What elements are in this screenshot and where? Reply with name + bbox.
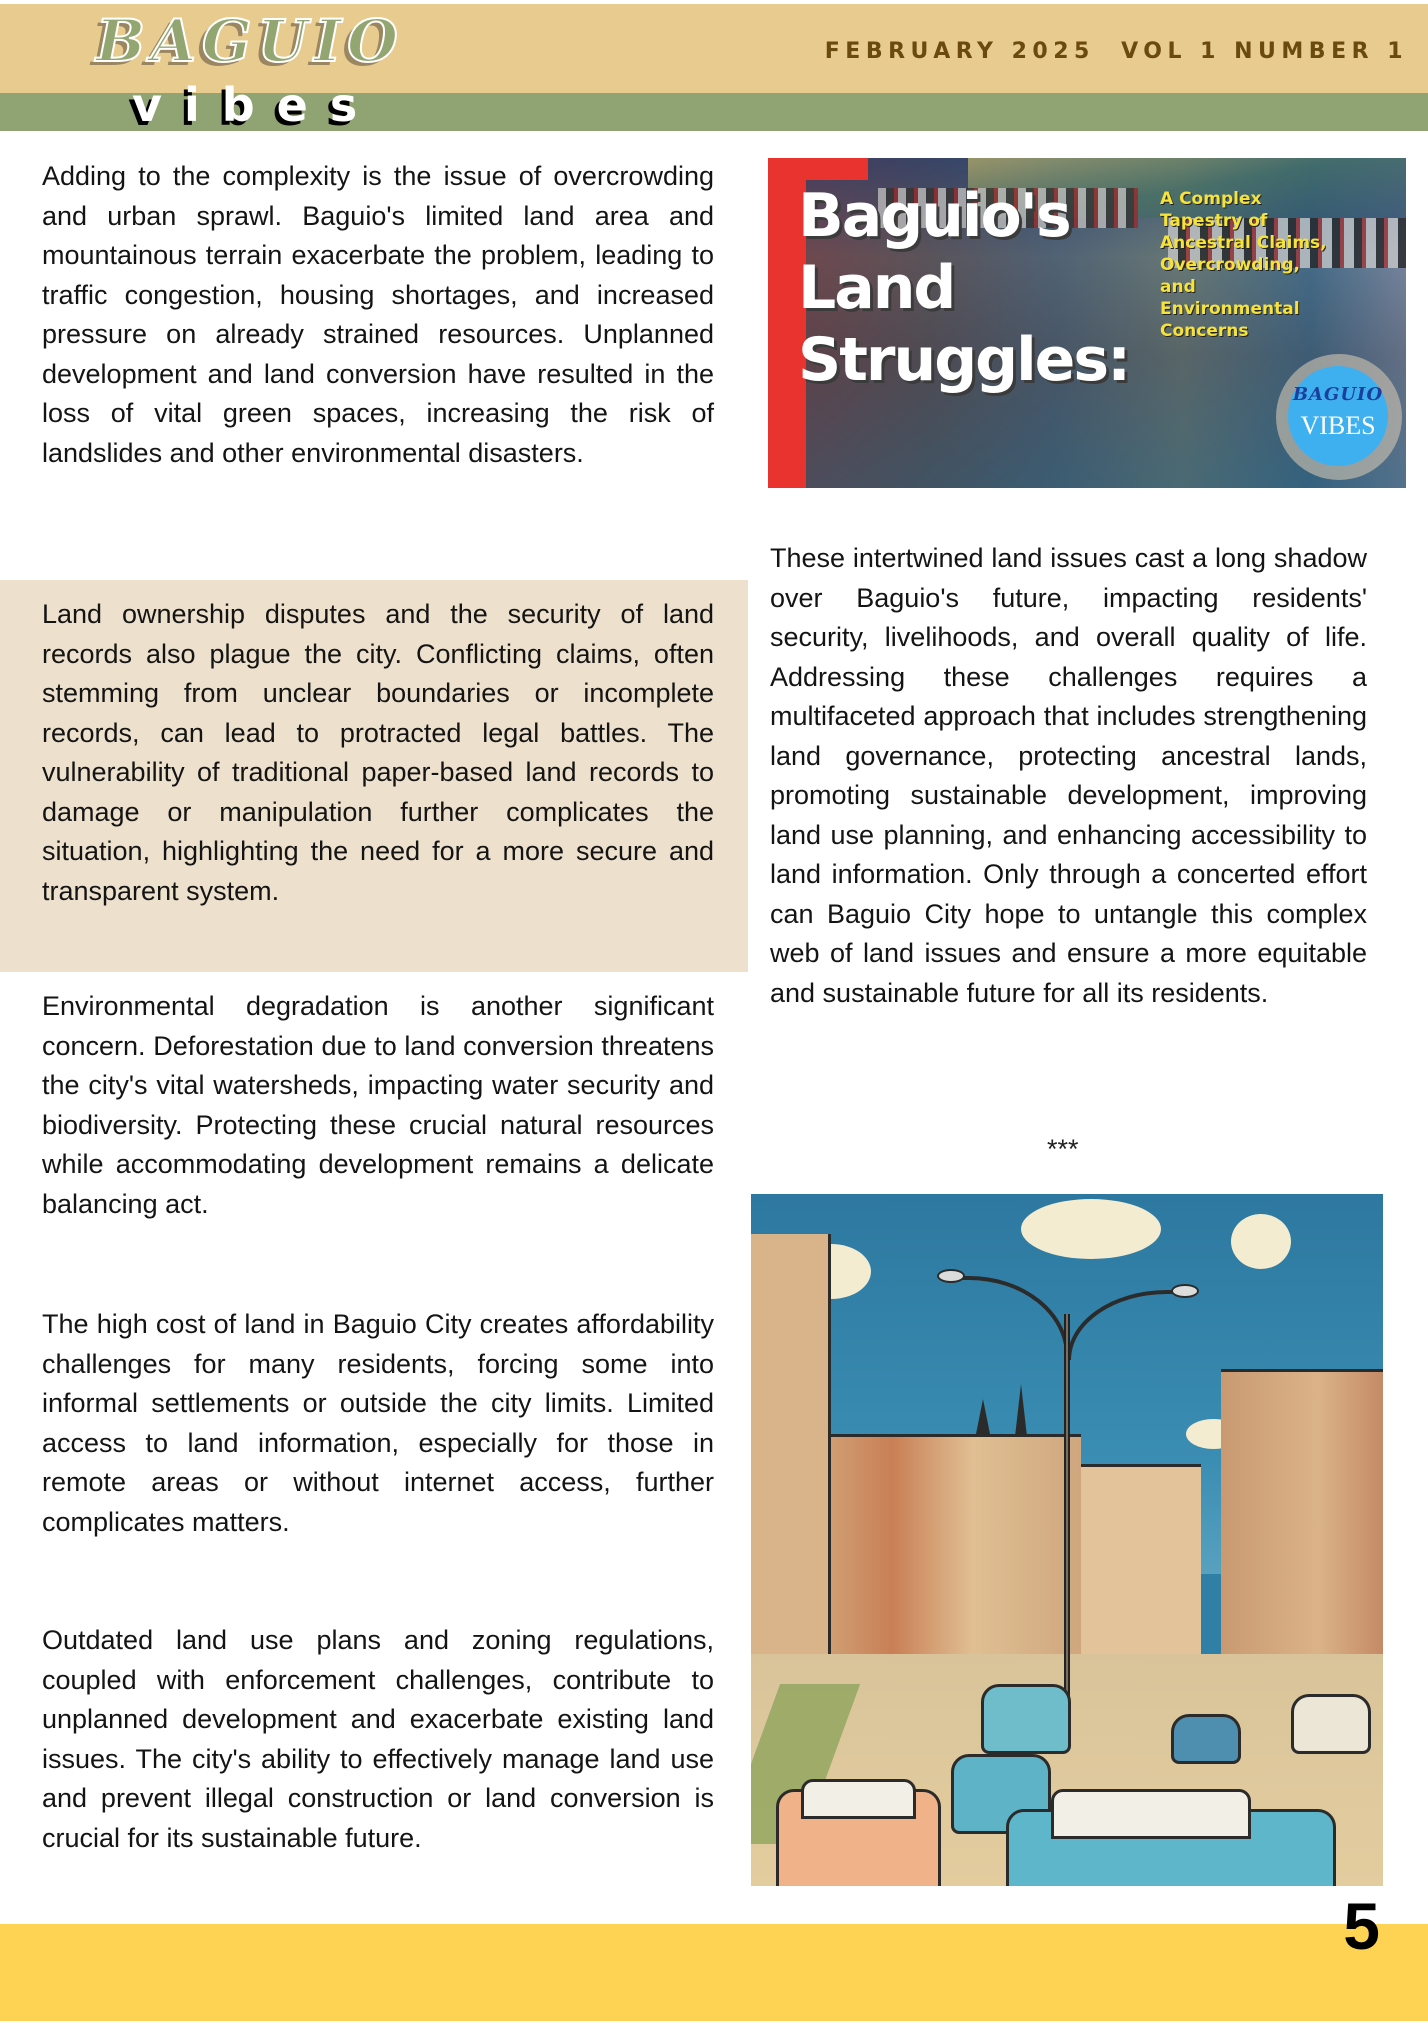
issue-info bbox=[825, 38, 1408, 66]
article-paragraph-highlighted: Land ownership disputes and the security of land records also plague the city. Conflicting claims, often stemming from unclear boundaries or incomplete records, can lead to protracted legal battles. The vulnerability of traditional paper-based land records to damage or manipulation further complicates the situation, highlighting the need for a more secure and transparent system. bbox=[42, 599, 714, 906]
issue-date: FEBRUARY 2025 bbox=[824, 39, 1095, 64]
article-paragraph: Outdated land use plans and zoning regulations, coupled with enforcement challenges, contribute to unplanned development and exacerbate existing land issues. The city's ability to effectively manage land use and prevent illegal construction or land conversion is crucial for its sustainable future. bbox=[42, 1625, 714, 1853]
article-conclusion-paragraph: These intertwined land issues cast a long shadow over Baguio's future, impacting residents' security, livelihoods, and overall quality of life. Addressing these challenges requires a multifaceted approach that includes strengthening land governance, protecting ancestral lands, promoting sustainable development, improving land use planning, and enhancing accessibility to land information. Only through a concerted effort can Baguio City hope to untangle this complex web of land issues and ensure a more equitable and sustainable future for all its residents. bbox=[770, 543, 1367, 1008]
banner-red-accent bbox=[768, 158, 868, 180]
banner-subtitle-line: Ancestral Claims, bbox=[1160, 233, 1327, 253]
banner-subtitle-line: and bbox=[1160, 277, 1196, 297]
article-paragraph: The high cost of land in Baguio City creates affordability challenges for many residents, forcing some into informal settlements or outside the city limits. Limited access to land information, especially for those in remote areas or without internet access, further complicates matters. bbox=[42, 1309, 714, 1537]
logo-vibes-wordmark: vibes bbox=[132, 78, 380, 132]
banner-subtitle-line: Concerns bbox=[1160, 321, 1249, 341]
banner-subtitle-line: Overcrowding, bbox=[1160, 255, 1301, 275]
illustration-buildings-center bbox=[1081, 1464, 1201, 1664]
banner-title-line: Struggles: bbox=[798, 325, 1130, 395]
banner-subtitle-line: A Complex bbox=[1160, 189, 1262, 209]
illustration-cloud bbox=[1231, 1214, 1291, 1269]
illustration-car bbox=[981, 1684, 1071, 1754]
street-illustration-image bbox=[751, 1194, 1383, 1886]
illustration-lamp-head bbox=[937, 1269, 965, 1283]
illustration-buildings-left bbox=[811, 1434, 1081, 1664]
banner-title bbox=[798, 180, 1143, 396]
footer-band bbox=[0, 1924, 1428, 2021]
illustration-car-roof bbox=[1051, 1789, 1251, 1839]
illustration-buildings-right bbox=[1221, 1369, 1383, 1669]
banner-title-line: Land bbox=[798, 253, 955, 323]
illustration-cloud bbox=[1021, 1199, 1161, 1259]
illustration-car bbox=[1171, 1714, 1241, 1764]
article-paragraph: Adding to the complexity is the issue of overcrowding and urban sprawl. Baguio's limited land area and mountainous terrain exacerbate the problem, leading to traffic congestion, housing shortages, and increased pressure on already strained resources. Unplanned development and land conversion have resulted in the loss of vital green spaces, increasing the risk of landslides and other environmental disasters. bbox=[42, 161, 714, 468]
banner-subtitle-line: Tapestry of bbox=[1160, 211, 1268, 231]
banner-subtitle bbox=[1160, 188, 1400, 342]
illustration-building-corner bbox=[751, 1234, 831, 1654]
article-banner-image bbox=[768, 158, 1406, 488]
badge-text-bottom: VIBES bbox=[1300, 411, 1376, 440]
banner-title-line: Baguio's bbox=[798, 181, 1070, 251]
illustration-car-roof bbox=[801, 1779, 916, 1819]
badge-text-top: BAGUIO bbox=[1292, 384, 1384, 405]
section-separator: *** bbox=[1047, 1134, 1079, 1164]
baguio-vibes-badge-logo bbox=[1288, 366, 1388, 466]
illustration-lamp-head bbox=[1171, 1284, 1199, 1298]
logo-baguio-wordmark: BAGUIO bbox=[96, 7, 404, 75]
illustration-car bbox=[1291, 1694, 1371, 1754]
illustration-lamp-pole bbox=[1064, 1314, 1070, 1734]
banner-subtitle-line: Environmental bbox=[1160, 299, 1300, 319]
issue-volume: VOL 1 NUMBER 1 bbox=[1121, 39, 1408, 64]
page-number: 5 bbox=[1343, 1889, 1380, 1963]
article-paragraph: Environmental degradation is another significant concern. Deforestation due to land conversion threatens the city's vital watersheds, impacting water security and biodiversity. Protecting these crucial natural resources while accommodating development remains a delicate balancing act. bbox=[42, 991, 714, 1219]
